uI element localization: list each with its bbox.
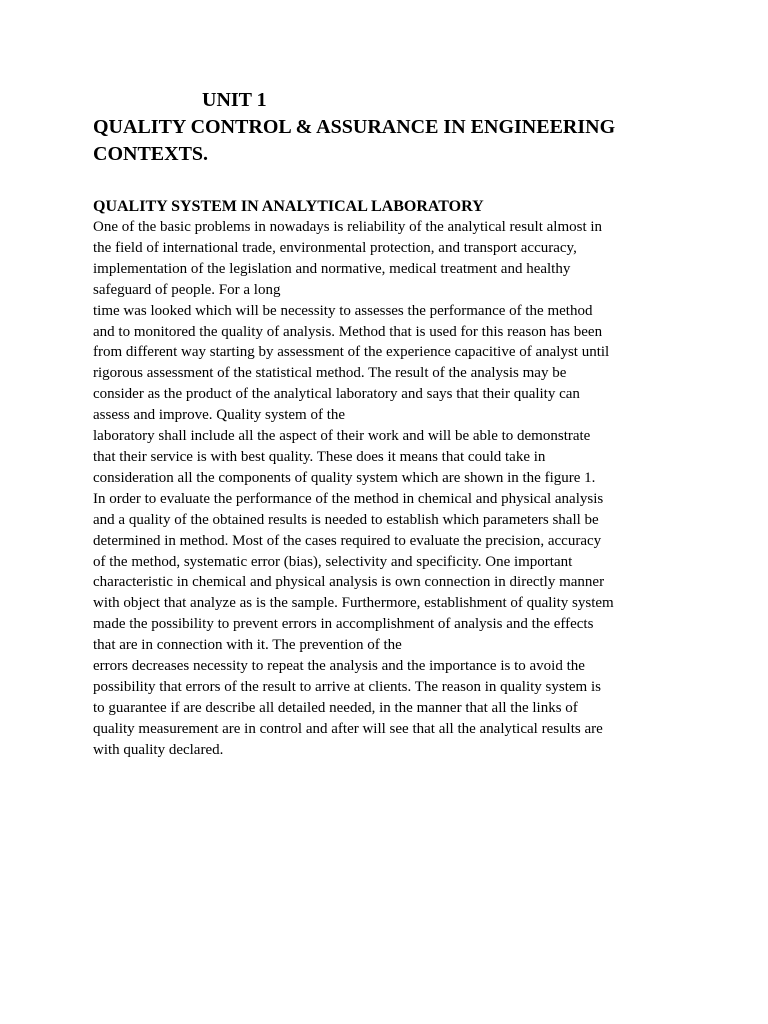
body-line: possibility that errors of the result to arrive at clients. The reason in quality system is [93,678,601,695]
body-line: laboratory shall include all the aspect of their work and will be able to demonstrate [93,428,591,445]
body-line: errors decreases necessity to repeat the analysis and the importance is to avoid the [93,658,585,675]
document-title [93,114,683,168]
body-line: rigorous assessment of the statistical method. The result of the analysis may be [93,365,567,382]
body-line: of the method, systematic error (bias), selectivity and specificity. One important [93,553,573,570]
body-line: determined in method. Most of the cases required to evaluate the precision, accuracy [93,532,602,549]
body-line: and to monitored the quality of analysis. Method that is used for this reason has been [93,323,603,340]
body-line: that are in connection with it. The prevention of the [93,637,402,654]
body-line: quality measurement are in control and after will see that all the analytical results are [93,720,603,737]
body-line: and a quality of the obtained results is needed to establish which parameters shall be [93,511,599,528]
body-line: consideration all the components of quality system which are shown in the figure 1. [93,469,596,486]
body-line: consider as the product of the analytical laboratory and says that their quality can [93,386,580,403]
body-line: to guarantee if are describe all detailed needed, in the manner that all the links of [93,699,578,716]
body-line: that their service is with best quality. These does it means that could take in [93,448,546,465]
section-heading: QUALITY SYSTEM IN ANALYTICAL LABORATORY [93,198,484,215]
document-page [93,88,683,761]
body-line: with object that analyze as is the sample. Furthermore, establishment of quality system [93,595,614,612]
body-line: In order to evaluate the performance of the method in chemical and physical analysis [93,490,604,507]
title-line: QUALITY CONTROL & ASSURANCE IN ENGINEERING [93,116,616,138]
body-line: safeguard of people. For a long [93,281,281,298]
body-line: from different way starting by assessment of the experience capacitive of analyst until [93,344,610,361]
body-line: One of the basic problems in nowadays is reliability of the analytical result almost in [93,219,603,235]
body-line: made the possibility to prevent errors in accomplishment of analysis and the effects [93,616,594,633]
body-line: time was looked which will be necessity to assesses the performance of the method [93,302,593,319]
body-line: the field of international trade, environmental protection, and transport accuracy, [93,239,577,256]
body-line: assess and improve. Quality system of the [93,407,346,424]
body-line: with quality declared. [93,741,224,758]
title-line: CONTEXTS. [93,143,209,165]
body-line: characteristic in chemical and physical analysis is own connection in directly manner [93,574,605,591]
body-paragraph [93,217,683,761]
unit-label: UNIT 1 [202,89,267,111]
body-line: implementation of the legislation and normative, medical treatment and healthy [93,260,571,277]
